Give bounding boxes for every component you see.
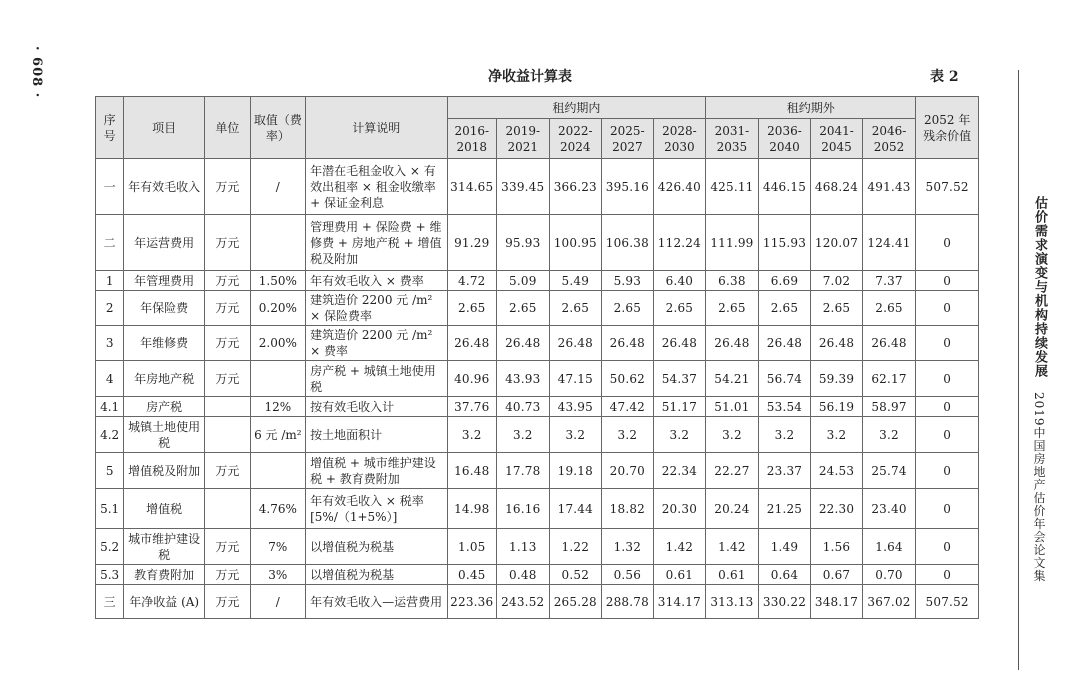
value-cell: 22.27 (706, 453, 759, 489)
item-cell: 年净收益 (A) (124, 585, 205, 619)
seq-cell: 三 (96, 585, 124, 619)
table-row (96, 326, 979, 361)
value-cell: 6.40 (653, 271, 706, 291)
unit-cell (205, 397, 250, 417)
value-cell: 20.30 (653, 489, 706, 529)
value-cell: 59.39 (811, 361, 863, 397)
value-cell: 2.65 (811, 291, 863, 326)
table-row (96, 291, 979, 326)
side-rule (1018, 70, 1019, 670)
value-cell: 17.44 (549, 489, 602, 529)
item-cell: 年有效毛收入 (124, 159, 205, 215)
item-cell: 年维修费 (124, 326, 205, 361)
header-description: 计算说明 (306, 97, 447, 159)
unit-cell: 万元 (205, 565, 250, 585)
value-cell: 7.02 (811, 271, 863, 291)
value-cell: 491.43 (862, 159, 916, 215)
item-cell: 城市维护建设税 (124, 529, 205, 565)
description-cell: 建筑造价 2200 元 /m² × 费率 (306, 326, 447, 361)
item-cell: 房产税 (124, 397, 205, 417)
residual-cell: 0 (916, 326, 979, 361)
value-cell: 62.17 (862, 361, 916, 397)
value-cell: 2.65 (447, 291, 497, 326)
rate-cell (250, 453, 306, 489)
rate-cell: 6 元 /m² (250, 417, 306, 453)
value-cell: 54.37 (653, 361, 706, 397)
unit-cell: 万元 (205, 326, 250, 361)
value-cell: 3.2 (447, 417, 497, 453)
description-cell: 以增值税为税基 (306, 529, 447, 565)
value-cell: 7.37 (862, 271, 916, 291)
value-cell: 111.99 (706, 215, 759, 271)
value-cell: 223.36 (447, 585, 497, 619)
value-cell: 426.40 (653, 159, 706, 215)
value-cell: 47.15 (549, 361, 602, 397)
value-cell: 21.25 (758, 489, 811, 529)
value-cell: 20.24 (706, 489, 759, 529)
description-cell: 按土地面积计 (306, 417, 447, 453)
value-cell: 3.2 (758, 417, 811, 453)
seq-cell: 3 (96, 326, 124, 361)
page-number: · 608 · (29, 46, 44, 99)
value-cell: 95.93 (497, 215, 550, 271)
value-cell: 0.48 (497, 565, 550, 585)
value-cell: 1.56 (811, 529, 863, 565)
value-cell: 37.76 (447, 397, 497, 417)
value-cell: 2.65 (862, 291, 916, 326)
value-cell: 26.48 (602, 326, 654, 361)
value-cell: 446.15 (758, 159, 811, 215)
rate-cell: 3% (250, 565, 306, 585)
seq-cell: 4.2 (96, 417, 124, 453)
header-period: 2016-2018 (447, 119, 497, 159)
value-cell: 112.24 (653, 215, 706, 271)
value-cell: 0.61 (653, 565, 706, 585)
header-period: 2022-2024 (549, 119, 602, 159)
seq-cell: 2 (96, 291, 124, 326)
value-cell: 20.70 (602, 453, 654, 489)
value-cell: 313.13 (706, 585, 759, 619)
value-cell: 3.2 (862, 417, 916, 453)
seq-cell: 二 (96, 215, 124, 271)
value-cell: 91.29 (447, 215, 497, 271)
seq-cell: 4 (96, 361, 124, 397)
residual-cell: 0 (916, 397, 979, 417)
unit-cell: 万元 (205, 271, 250, 291)
value-cell: 47.42 (602, 397, 654, 417)
value-cell: 23.40 (862, 489, 916, 529)
value-cell: 26.48 (549, 326, 602, 361)
header-period: 2031-2035 (706, 119, 759, 159)
value-cell: 0.64 (758, 565, 811, 585)
header-period: 2019-2021 (497, 119, 550, 159)
value-cell: 54.21 (706, 361, 759, 397)
value-cell: 0.56 (602, 565, 654, 585)
value-cell: 40.96 (447, 361, 497, 397)
residual-cell: 0 (916, 453, 979, 489)
value-cell: 314.17 (653, 585, 706, 619)
rate-cell: 12% (250, 397, 306, 417)
rate-cell: 1.50% (250, 271, 306, 291)
value-cell: 3.2 (549, 417, 602, 453)
value-cell: 3.2 (706, 417, 759, 453)
value-cell: 265.28 (549, 585, 602, 619)
value-cell: 314.65 (447, 159, 497, 215)
value-cell: 1.13 (497, 529, 550, 565)
residual-cell: 0 (916, 565, 979, 585)
value-cell: 5.49 (549, 271, 602, 291)
value-cell: 5.09 (497, 271, 550, 291)
unit-cell: 万元 (205, 159, 250, 215)
item-cell: 年房地产税 (124, 361, 205, 397)
header-period: 2041-2045 (811, 119, 863, 159)
unit-cell: 万元 (205, 453, 250, 489)
value-cell: 26.48 (811, 326, 863, 361)
residual-cell: 507.52 (916, 585, 979, 619)
table-row (96, 361, 979, 397)
value-cell: 330.22 (758, 585, 811, 619)
value-cell: 366.23 (549, 159, 602, 215)
item-cell: 年运营费用 (124, 215, 205, 271)
value-cell: 22.30 (811, 489, 863, 529)
value-cell: 1.42 (653, 529, 706, 565)
value-cell: 51.01 (706, 397, 759, 417)
value-cell: 23.37 (758, 453, 811, 489)
header-rate: 取值（费率） (250, 97, 306, 159)
header-period: 2036-2040 (758, 119, 811, 159)
value-cell: 53.54 (758, 397, 811, 417)
value-cell: 425.11 (706, 159, 759, 215)
description-cell: 按有效毛收入计 (306, 397, 447, 417)
rate-cell: / (250, 585, 306, 619)
header-lease-inside: 租约期内 (447, 97, 706, 119)
seq-cell: 一 (96, 159, 124, 215)
table-row (96, 417, 979, 453)
value-cell: 4.72 (447, 271, 497, 291)
description-cell: 年潜在毛租金收入 × 有效出租率 × 租金收缴率 + 保证金利息 (306, 159, 447, 215)
value-cell: 6.38 (706, 271, 759, 291)
table-row (96, 453, 979, 489)
residual-cell: 0 (916, 417, 979, 453)
value-cell: 0.45 (447, 565, 497, 585)
table-row (96, 215, 979, 271)
value-cell: 106.38 (602, 215, 654, 271)
value-cell: 0.67 (811, 565, 863, 585)
residual-cell: 0 (916, 361, 979, 397)
header-period: 2046-2052 (862, 119, 916, 159)
value-cell: 1.32 (602, 529, 654, 565)
header-row-1 (96, 97, 979, 119)
value-cell: 2.65 (497, 291, 550, 326)
value-cell: 50.62 (602, 361, 654, 397)
description-cell: 建筑造价 2200 元 /m² × 保险费率 (306, 291, 447, 326)
residual-cell: 0 (916, 529, 979, 565)
rate-cell: 2.00% (250, 326, 306, 361)
unit-cell: 万元 (205, 215, 250, 271)
rate-cell (250, 361, 306, 397)
running-header-bold: 估价需求演变与机构持续发展 (1032, 196, 1047, 378)
value-cell: 22.34 (653, 453, 706, 489)
item-cell: 年保险费 (124, 291, 205, 326)
table-row (96, 271, 979, 291)
value-cell: 0.61 (706, 565, 759, 585)
running-header (1030, 196, 1049, 583)
value-cell: 26.48 (706, 326, 759, 361)
value-cell: 26.48 (758, 326, 811, 361)
description-cell: 年有效毛收入 × 税率 [5%/（1+5%）] (306, 489, 447, 529)
value-cell: 56.19 (811, 397, 863, 417)
table-row (96, 585, 979, 619)
item-cell: 城镇土地使用税 (124, 417, 205, 453)
value-cell: 3.2 (653, 417, 706, 453)
seq-cell: 5 (96, 453, 124, 489)
value-cell: 14.98 (447, 489, 497, 529)
item-cell: 增值税及附加 (124, 453, 205, 489)
rate-cell: 7% (250, 529, 306, 565)
header-period: 2028-2030 (653, 119, 706, 159)
item-cell: 年管理费用 (124, 271, 205, 291)
value-cell: 288.78 (602, 585, 654, 619)
value-cell: 58.97 (862, 397, 916, 417)
table-row (96, 565, 979, 585)
value-cell: 348.17 (811, 585, 863, 619)
value-cell: 124.41 (862, 215, 916, 271)
value-cell: 0.52 (549, 565, 602, 585)
value-cell: 2.65 (758, 291, 811, 326)
value-cell: 43.95 (549, 397, 602, 417)
header-unit: 单位 (205, 97, 250, 159)
value-cell: 2.65 (602, 291, 654, 326)
residual-cell: 507.52 (916, 159, 979, 215)
item-cell: 增值税 (124, 489, 205, 529)
value-cell: 16.16 (497, 489, 550, 529)
value-cell: 16.48 (447, 453, 497, 489)
value-cell: 17.78 (497, 453, 550, 489)
value-cell: 19.18 (549, 453, 602, 489)
description-cell: 以增值税为税基 (306, 565, 447, 585)
seq-cell: 5.2 (96, 529, 124, 565)
table-row (96, 159, 979, 215)
description-cell: 年有效毛收入 × 费率 (306, 271, 447, 291)
description-cell: 房产税 + 城镇土地使用税 (306, 361, 447, 397)
value-cell: 1.49 (758, 529, 811, 565)
value-cell: 18.82 (602, 489, 654, 529)
value-cell: 339.45 (497, 159, 550, 215)
value-cell: 26.48 (653, 326, 706, 361)
value-cell: 243.52 (497, 585, 550, 619)
running-header-text: 2019中国房地产估价年会论文集 (1032, 392, 1046, 583)
rate-cell: 0.20% (250, 291, 306, 326)
unit-cell (205, 417, 250, 453)
value-cell: 40.73 (497, 397, 550, 417)
table-row (96, 529, 979, 565)
value-cell: 1.05 (447, 529, 497, 565)
unit-cell (205, 489, 250, 529)
value-cell: 24.53 (811, 453, 863, 489)
header-seq: 序号 (96, 97, 124, 159)
residual-cell: 0 (916, 291, 979, 326)
unit-cell: 万元 (205, 529, 250, 565)
rate-cell: / (250, 159, 306, 215)
seq-cell: 1 (96, 271, 124, 291)
value-cell: 100.95 (549, 215, 602, 271)
value-cell: 25.74 (862, 453, 916, 489)
net-income-table (95, 96, 979, 619)
rate-cell: 4.76% (250, 489, 306, 529)
header-lease-outside: 租约期外 (706, 97, 916, 119)
table-label: 表 2 (930, 69, 959, 85)
value-cell: 26.48 (862, 326, 916, 361)
header-item: 项目 (124, 97, 205, 159)
residual-cell: 0 (916, 215, 979, 271)
header-residual: 2052 年残余价值 (916, 97, 979, 159)
value-cell: 1.64 (862, 529, 916, 565)
value-cell: 367.02 (862, 585, 916, 619)
value-cell: 1.42 (706, 529, 759, 565)
value-cell: 5.93 (602, 271, 654, 291)
value-cell: 1.22 (549, 529, 602, 565)
value-cell: 26.48 (497, 326, 550, 361)
unit-cell: 万元 (205, 585, 250, 619)
description-cell: 管理费用 + 保险费 + 维修费 + 房地产税 + 增值税及附加 (306, 215, 447, 271)
value-cell: 120.07 (811, 215, 863, 271)
value-cell: 2.65 (549, 291, 602, 326)
value-cell: 51.17 (653, 397, 706, 417)
description-cell: 增值税 + 城市维护建设税 + 教育费附加 (306, 453, 447, 489)
value-cell: 3.2 (602, 417, 654, 453)
table-body (96, 159, 979, 619)
value-cell: 56.74 (758, 361, 811, 397)
table-row (96, 397, 979, 417)
value-cell: 2.65 (653, 291, 706, 326)
value-cell: 2.65 (706, 291, 759, 326)
value-cell: 3.2 (811, 417, 863, 453)
item-cell: 教育费附加 (124, 565, 205, 585)
unit-cell: 万元 (205, 291, 250, 326)
value-cell: 3.2 (497, 417, 550, 453)
seq-cell: 5.1 (96, 489, 124, 529)
table-title: 净收益计算表 (488, 69, 572, 85)
header-period: 2025-2027 (602, 119, 654, 159)
residual-cell: 0 (916, 489, 979, 529)
description-cell: 年有效毛收入—运营费用 (306, 585, 447, 619)
rate-cell (250, 215, 306, 271)
value-cell: 468.24 (811, 159, 863, 215)
unit-cell: 万元 (205, 361, 250, 397)
residual-cell: 0 (916, 271, 979, 291)
value-cell: 26.48 (447, 326, 497, 361)
value-cell: 115.93 (758, 215, 811, 271)
value-cell: 43.93 (497, 361, 550, 397)
table-row (96, 489, 979, 529)
seq-cell: 4.1 (96, 397, 124, 417)
value-cell: 0.70 (862, 565, 916, 585)
value-cell: 395.16 (602, 159, 654, 215)
seq-cell: 5.3 (96, 565, 124, 585)
value-cell: 6.69 (758, 271, 811, 291)
